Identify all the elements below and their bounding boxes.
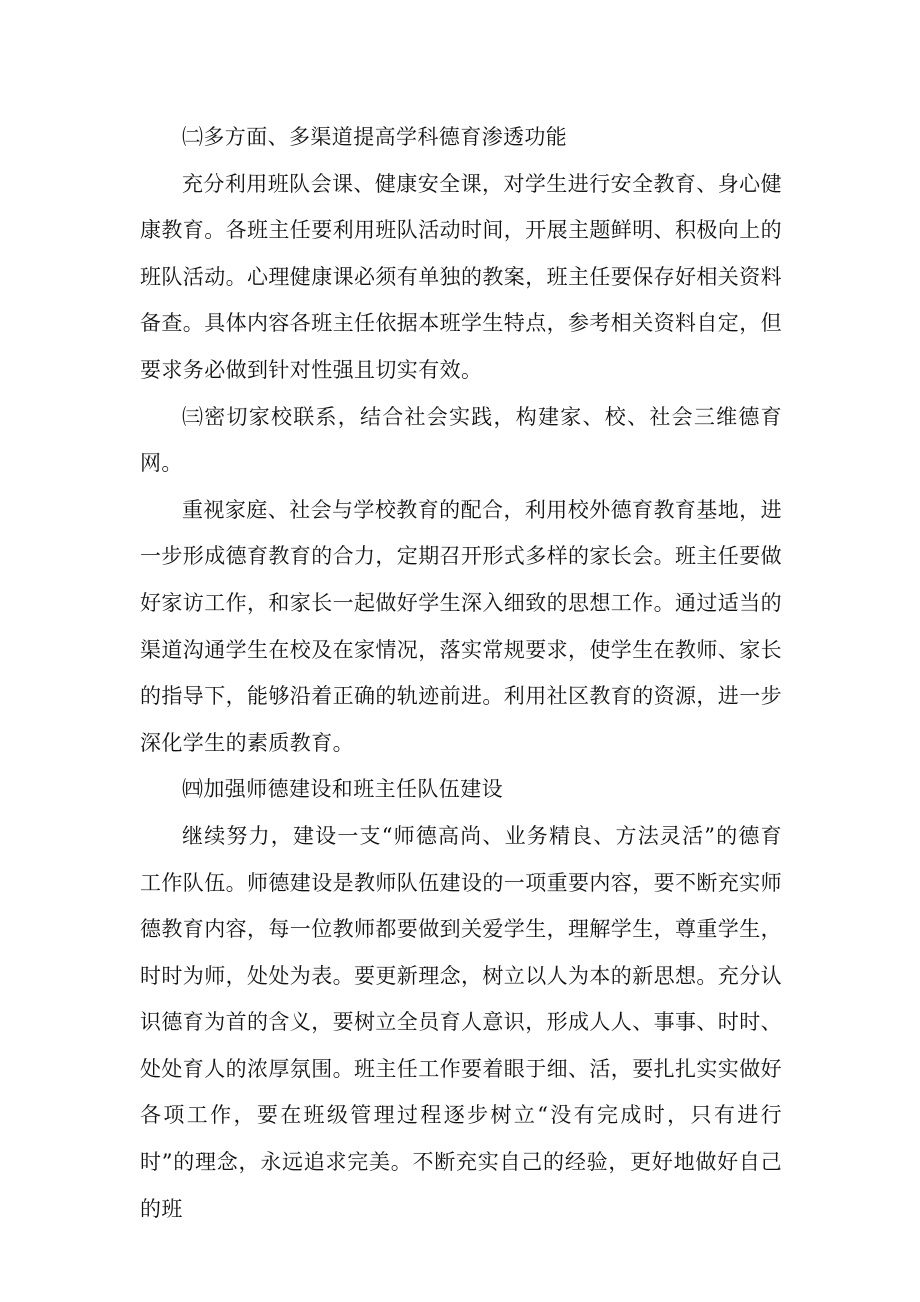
paragraph-home-school: 重视家庭、社会与学校教育的配合，利用校外德育教育基地，进一步形成德育教育的合力，定期召开形式多样的家长会。班主任要做好家访工作，和家长一起做好学生深入细致的思想工作。通过适当的渠道沟通学生在校及在家情况，落实常规要求，使学生在教师、家长的指导下，能够沿着正确的轨迹前进。利用社区教育的资源，进一步深化学生的素质教育。 bbox=[140, 497, 782, 755]
paragraph-health-education: 充分利用班队会课、健康安全课，对学生进行安全教育、身心健康教育。各班主任要利用班队活动时间，开展主题鲜明、积极向上的班队活动。心理健康课必须有单独的教案，班主任要保存好相关资料备查。具体内容各班主任依据本班学生特点，参考相关资料自定，但要求务必做到针对性强且切实有效。 bbox=[140, 171, 782, 382]
section-heading-4: ㈣加强师德建设和班主任队伍建设 bbox=[182, 777, 503, 802]
paragraph-teacher-ethics: 继续努力，建设一支“师德高尚、业务精良、方法灵活”的德育工作队伍。师德建设是教师队伍建设的一项重要内容，要不断充实师德教育内容，每一位教师都要做到关爱学生，理解学生，尊重学生，时时为师，处处为表。要更新理念，树立以人为本的新思想。充分认识德育为首的含义，要树立全员育人意识，形成人人、事事、时时、处处育人的浓厚氛围。班主任工作要着眼于细、活，要扎扎实实做好各项工作，要在班级管理过程逐步树立“没有完成时，只有进行时”的理念，永远追求完美。不断充实自己的经验，更好地做好自己的班 bbox=[140, 823, 782, 1221]
section-heading-3: ㈢密切家校联系，结合社会实践，构建家、校、社会三维德育网。 bbox=[140, 404, 782, 476]
section-heading-2: ㈡多方面、多渠道提高学科德育渗透功能 bbox=[182, 125, 568, 149]
document-body bbox=[140, 114, 782, 1232]
